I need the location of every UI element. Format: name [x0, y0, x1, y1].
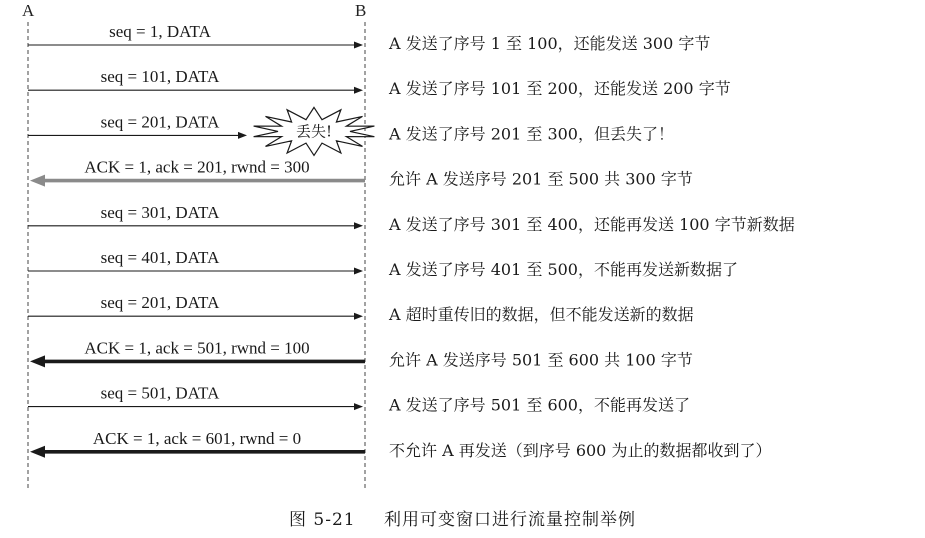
message-arrowhead — [354, 313, 363, 320]
message-row — [30, 429, 771, 460]
message-label: seq = 201, DATA — [100, 293, 220, 313]
message-note: A 发送了序号 101 至 200，还能发送 200 字节 — [389, 79, 731, 99]
message-arrowhead — [354, 87, 363, 94]
message-label: seq = 301, DATA — [100, 202, 220, 222]
message-label: seq = 201, DATA — [100, 112, 220, 132]
message-row — [28, 67, 731, 98]
message-label: seq = 1, DATA — [109, 22, 211, 41]
message-note: A 发送了序号 501 至 600，不能再发送了 — [389, 395, 690, 415]
message-note: A 发送了序号 401 至 500，不能再发送新数据了 — [389, 260, 738, 279]
host-b-label: B — [355, 1, 367, 20]
message-label: ACK = 1, ack = 601, rwnd = 0 — [92, 428, 302, 448]
message-arrowhead — [354, 403, 363, 410]
message-list — [28, 22, 795, 460]
message-arrowhead — [238, 132, 247, 139]
message-row — [28, 22, 710, 53]
message-label: ACK = 1, ack = 201, rwnd = 300 — [84, 157, 310, 177]
message-label: ACK = 1, ack = 501, rwnd = 100 — [84, 338, 310, 358]
figure-caption — [0, 505, 925, 530]
message-arrowhead — [354, 42, 363, 49]
message-arrowhead — [354, 222, 363, 229]
message-row — [30, 338, 693, 369]
message-arrowhead — [30, 446, 45, 458]
figure-title: 利用可变窗口进行流量控制举例 — [384, 510, 636, 530]
message-arrowhead — [354, 268, 363, 275]
message-row — [30, 158, 693, 189]
message-note: 允许 A 发送序号 201 至 500 共 300 字节 — [389, 169, 693, 189]
message-note: 不允许 A 再发送（到序号 600 为止的数据都收到了） — [389, 440, 772, 460]
message-row — [28, 107, 674, 155]
message-row — [28, 293, 694, 324]
figure-number: 图 5-21 — [288, 510, 356, 530]
message-note: A 发送了序号 301 至 400，还能再发送 100 字节新数据 — [389, 214, 795, 234]
loss-label: 丢失! — [295, 122, 333, 141]
message-row — [28, 248, 738, 279]
message-arrowhead — [30, 175, 45, 187]
message-label: seq = 101, DATA — [100, 67, 220, 87]
message-row — [28, 203, 795, 234]
message-arrowhead — [30, 355, 45, 367]
message-note: A 超时重传旧的数据，但不能发送新的数据 — [389, 305, 694, 325]
message-label: seq = 501, DATA — [100, 383, 220, 403]
message-note: A 发送了序号 1 至 100，还能发送 300 字节 — [389, 34, 711, 53]
message-row — [28, 384, 690, 415]
message-note: A 发送了序号 201 至 300，但丢失了！ — [389, 124, 674, 144]
message-note: 允许 A 发送序号 501 至 600 共 100 字节 — [389, 350, 693, 370]
message-label: seq = 401, DATA — [100, 248, 220, 267]
host-a-label: A — [22, 1, 35, 20]
